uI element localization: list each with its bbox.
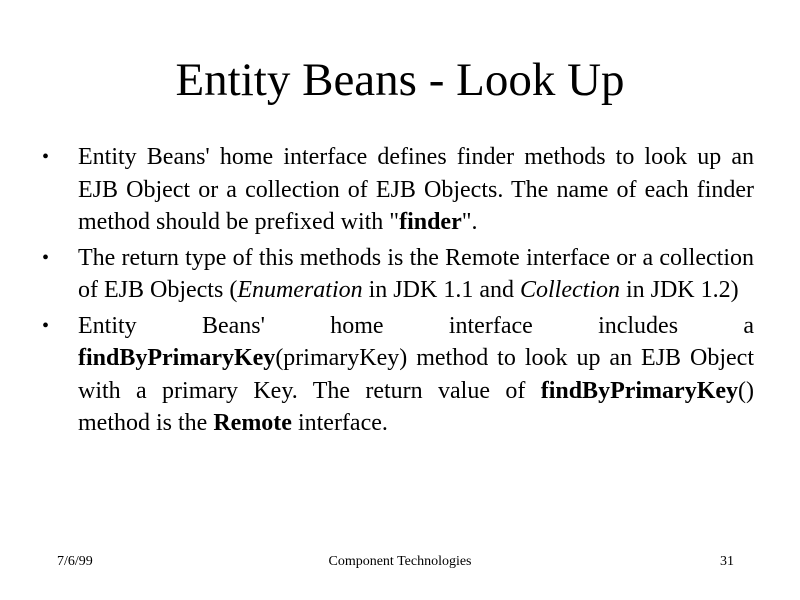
bullet-text-segment: () method is the	[78, 377, 754, 436]
bullet-icon: •	[42, 146, 50, 168]
bullet-item-return-type	[40, 242, 754, 307]
remote-term: Remote	[213, 410, 292, 436]
bullet-text-segment: in JDK 1.2)	[619, 277, 739, 303]
page-number: 31	[720, 554, 734, 569]
finder-keyword: finder	[399, 209, 462, 235]
footer-title: Component Technologies	[328, 554, 472, 569]
bullet-item-find-by-primary-key	[40, 310, 754, 440]
find-by-primary-key-term: findByPrimaryKey	[540, 377, 739, 404]
bullet-text-segment: in JDK 1.1 and	[362, 277, 520, 303]
footer-date: 7/6/99	[57, 554, 93, 569]
bullet-item-finder-methods	[40, 141, 754, 239]
slide-title: Entity Beans - Look Up	[175, 54, 625, 106]
bullet-text-segment: The return type of this methods is the Remote interface or a collection of EJB Objects (	[78, 244, 754, 303]
bullet-text-segment: Entity Beans' home interface defines finder methods to look up an EJB Object or a collection of EJB Objects. The name of each finder method should be prefixed with "	[78, 144, 754, 235]
enumeration-term: Enumeration	[237, 277, 363, 303]
bullet-text-segment: ".	[461, 209, 478, 235]
bullet-icon: •	[42, 246, 50, 269]
bullet-text-segment: (primaryKey) method to look up an EJB Object with a primary Key. The return value of	[78, 345, 754, 404]
collection-term: Collection	[519, 277, 620, 303]
bullet-text-segment: Entity Beans' home interface includes a	[78, 312, 754, 339]
find-by-primary-key-term: findByPrimaryKey	[78, 345, 276, 371]
bullet-text-segment: interface.	[291, 410, 388, 436]
bullet-icon: •	[42, 314, 50, 337]
bullet-list	[40, 141, 754, 443]
